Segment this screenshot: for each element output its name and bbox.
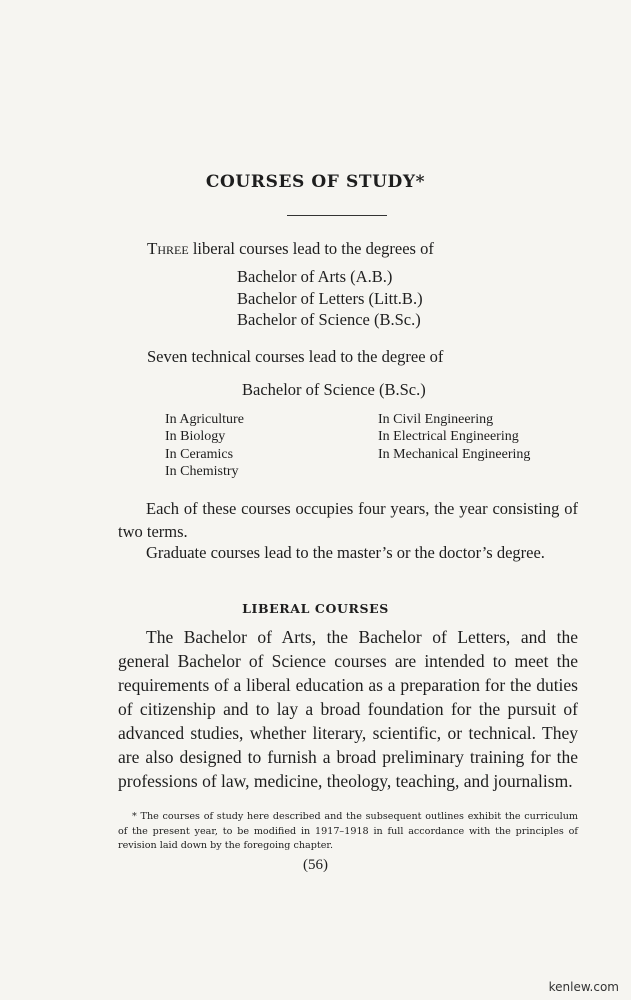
liberal-intro-lead: Three (147, 239, 189, 258)
course-item: In Civil Engineering (378, 412, 494, 427)
liberal-intro (147, 238, 434, 259)
course-item: In Chemistry (165, 463, 239, 479)
course-item: In Electrical Engineering (378, 429, 519, 445)
course-item: In Ceramics (165, 446, 234, 462)
liberal-courses-paragraph: The Bachelor of Arts, the Bachelor of Letters, and the general Bachelor of Science courses are intended to meet the requirements of a liberal education as a preparation for the duties of citizenship and to lay a broad foundation for the pursuit of advanced studies, whether literary, scientific, or technical. They are also designed to furnish a broad preliminary training for the professions of law, medicine, theology, teaching, and journalism. (118, 627, 578, 791)
liberal-degree-list (237, 266, 423, 331)
degree-item: Bachelor of Letters (Litt.B.) (237, 288, 423, 308)
liberal-intro-rest: liberal courses lead to the degrees of (188, 239, 434, 258)
course-item: In Agriculture (165, 412, 244, 427)
degree-item: Bachelor of Arts (A.B.) (237, 267, 393, 286)
section-heading: LIBERAL COURSES (242, 601, 389, 616)
graduate-paragraph: Graduate courses lead to the master’s or the doctor’s degree. (146, 543, 545, 562)
course-item: In Mechanical Engineering (378, 446, 531, 462)
technical-degree: Bachelor of Science (B.Sc.) (242, 380, 426, 399)
technical-courses-right (378, 411, 530, 463)
degree-item: Bachelor of Science (B.Sc.) (237, 310, 421, 329)
page-title: COURSES OF STUDY* (205, 172, 426, 192)
technical-intro: Seven technical courses lead to the degree of (147, 347, 444, 366)
footnote: * The courses of study here described and the subsequent outlines exhibit the curriculum of the present year, to be modified in 1917–1918 in full accordance with the principles of revision laid down by the foregoing chapter. (118, 811, 578, 851)
watermark: kenlew.com (548, 980, 619, 994)
page-number: (56) (303, 857, 328, 873)
duration-paragraph: Each of these courses occupies four years, the year consisting of two terms. (118, 499, 578, 541)
technical-courses-left (165, 411, 244, 480)
title-rule (287, 215, 387, 216)
course-item: In Biology (165, 429, 226, 445)
